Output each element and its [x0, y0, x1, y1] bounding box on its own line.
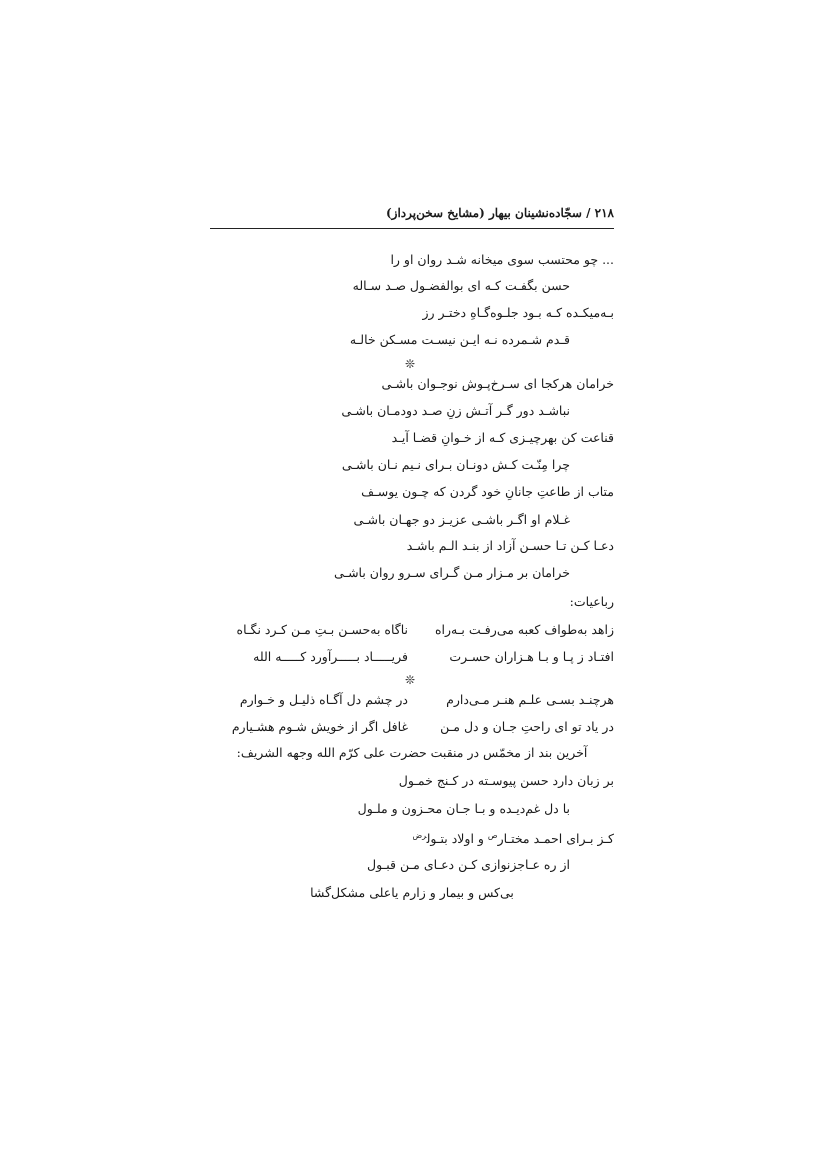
quatrain-hemistich: ناگاه به‌حسـن بـتِ مـن کـرد نگـاه — [236, 622, 408, 637]
honorific-superscript: رض — [412, 831, 427, 840]
poem-line: دعـا کـن تـا حسـن آزاد از بنـد الـم باشـد — [406, 538, 614, 553]
poem-line: قـدم شـمرده نـه ایـن نیسـت مسـکن خالـه — [349, 332, 570, 347]
poem-line-part: و اولاد بتـول — [426, 831, 488, 847]
poem-line: حسن بگفـت کـه ای بوالفضـول صـد سـاله — [352, 278, 570, 293]
header-rule — [210, 228, 614, 229]
poem-line-refrain: بی‌کس و بیمار و زارم یاعلی مشکل‌گشا — [310, 885, 514, 900]
poem-line: متاب از طاعتِ جانانِ خود گردن که چـون یوسـف — [361, 484, 614, 499]
poem-line: نباشـد دور گـر آتـش زنِ صـد دودمـان باشـی — [341, 403, 570, 418]
poem-line: قناعت کن بهرچیـزی کـه از خـوانِ قضـا آیـد — [391, 430, 614, 445]
poem-line: خرامان بر مـزار مـن گـرای سـرو روان باشـی — [333, 565, 570, 580]
ornament-star: ❊ — [404, 673, 416, 687]
ornament-star: ❊ — [404, 357, 416, 371]
poem-line: بـه‌میکـده کـه بـود جلـوه‌گـاهِ دختـر رز — [422, 305, 614, 320]
section-label-rubaiyat: رباعیات: — [569, 594, 614, 609]
poem-line: از ره عـاجزنوازی کـن دعـای مـن قبـول — [367, 857, 570, 872]
poem-line: چرا مِنّـت کـش دونـان بـرای نـیم نـان باشـی — [341, 457, 570, 472]
poem-line — [412, 827, 614, 845]
poem-line: بر زبان دارد حسن پیوسـته در کـنج خمـول — [398, 773, 614, 788]
honorific-superscript: ص — [487, 831, 498, 840]
quatrain-hemistich: زاهد به‌طواف کعبه می‌رفـت بـه‌راه — [435, 622, 614, 637]
quatrain-hemistich: فریـــــاد بـــــرآورد کـــــه الله — [253, 649, 408, 664]
quatrain-hemistich: افتـاد ز پـا و بـا هـزاران حسـرت — [449, 649, 614, 664]
poem-line: ... چو محتسب سوی میخانه شـد روان او را — [390, 252, 614, 267]
running-header: ۲۱۸ / سجّاده‌نشینان بیهار (مشایخ سخن‌پرداز) — [385, 206, 614, 220]
poem-line: غـلام او اگـر باشـی عزیـز دو جهـان باشـی — [353, 512, 570, 527]
poem-line: با دل غم‌دیـده و بـا جـان محـزون و ملـول — [357, 801, 570, 816]
section-intro: آخرین بند از مخمّس در منقبت حضرت علی کرّم الله وجهه الشریف: — [236, 745, 588, 760]
poem-line: خرامان هرکجا ای سـرخ‌پـوش نوجـوان باشـی — [381, 376, 614, 391]
quatrain-hemistich: غافل اگر از خویش شـوم هشـیارم — [231, 719, 408, 734]
poem-line-part: کـز بـرای احمـد مختـار — [497, 831, 614, 847]
quatrain-hemistich: در یاد تو ای راحتِ جـان و دل مـن — [440, 719, 614, 734]
quatrain-hemistich: در چشم دل آگـاه ذلیـل و خـوارم — [239, 692, 408, 707]
quatrain-hemistich: هرچنـد بسـی علـم هنـر مـی‌دارم — [446, 692, 614, 707]
